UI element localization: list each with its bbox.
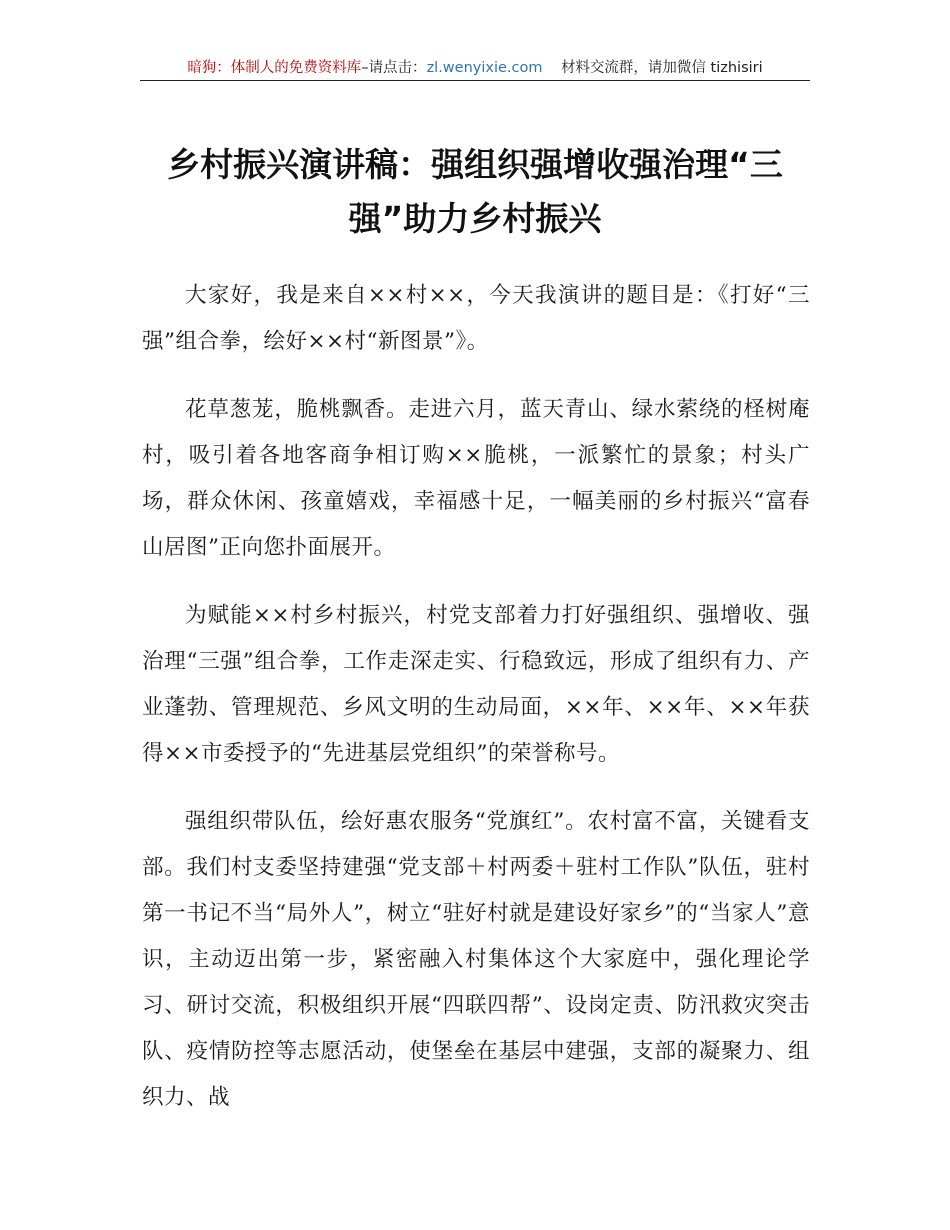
- paragraph-overview: 为赋能××村乡村振兴，村党支部着力打好强组织、强增收、强治理“三强”组合拳，工作走深走实、行稳致远，形成了组织有力、产业蓬勃、管理规范、乡风文明的生动局面，××年、××年、××年获得××市委授予的“先进基层党组织”的荣誉称号。: [142, 603, 810, 766]
- header-url-link[interactable]: zl.wenyixie.com: [426, 60, 543, 76]
- header-divider: [140, 80, 810, 81]
- paragraph-scenery: 花草葱茏，脆桃飘香。走进六月，蓝天青山、绿水萦绕的柽树庵村，吸引着各地客商争相订购××脆桃，一派繁忙的景象；村头广场，群众休闲、孩童嬉戏，幸福感十足，一幅美丽的乡村振兴“富春山居图”正向您扑面展开。: [142, 397, 810, 560]
- header-contact: 材料交流群，请加微信 tizhisiri: [560, 60, 763, 76]
- paragraph-strong-organization: 强组织带队伍，绘好惠农服务“党旗红”。农村富不富，关键看支部。我们村支委坚持建强“党支部＋村两委＋驻村工作队”队伍，驻村第一书记不当“局外人”，树立“驻好村就是建设好家乡”的“当家人”意识，主动迈出第一步，紧密融入村集体这个大家庭中，强化理论学习、研讨交流，积极组织开展“四联四帮”、设岗定责、防汛救灾突击队、疫情防控等志愿活动，使堡垒在基层中建强，支部的凝聚力、组织力、战: [142, 809, 810, 1110]
- page-header: [140, 58, 810, 80]
- paragraph-greeting: 大家好，我是来自××村××，今天我演讲的题目是：《打好“三强”组合拳，绘好××村“新图景”》。: [142, 283, 810, 354]
- header-brand: 暗狗：体制人的免费资料库: [187, 60, 362, 76]
- document-body: [142, 273, 810, 1143]
- document-title: 乡村振兴演讲稿：强组织强增收强治理“三强”助力乡村振兴: [167, 145, 783, 238]
- header-click-prompt: –请点击：: [361, 60, 427, 76]
